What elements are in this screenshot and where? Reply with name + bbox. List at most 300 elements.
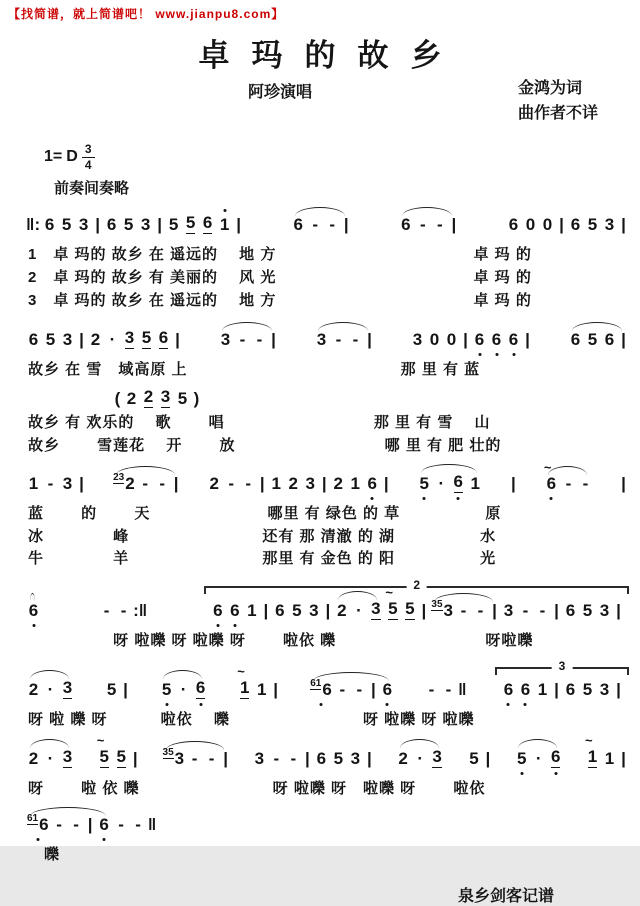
barline: | — [273, 680, 279, 700]
barline: | — [367, 329, 372, 349]
note: 5 — [106, 680, 117, 700]
credits-row — [0, 77, 640, 137]
note: 6 — [604, 329, 615, 349]
note: 5 — [401, 599, 418, 620]
note: 3 — [350, 748, 361, 768]
augmentation-dot: · — [535, 748, 542, 768]
grace-notes: 61 — [310, 678, 322, 690]
note-group — [25, 328, 183, 349]
performer-credit: 阿珍演唱 — [248, 84, 313, 101]
note: 2 — [288, 474, 298, 494]
lyric-row-4: 故乡 在 雪 域高原 上 那 里 有 蓝 — [28, 360, 481, 378]
rest: 0 — [542, 215, 553, 235]
duration-dash: - — [539, 600, 546, 620]
note: 6 — [471, 330, 488, 349]
note-group — [251, 749, 375, 768]
note: 1 — [350, 474, 360, 494]
author-credits — [518, 77, 598, 127]
duration-dash: - — [565, 474, 572, 494]
barline: | — [79, 329, 84, 349]
barline: | — [621, 329, 626, 349]
barline: | — [616, 680, 621, 700]
note-group — [112, 387, 202, 408]
note: 3 — [121, 328, 138, 349]
barline: | — [621, 748, 626, 768]
augmentation-dot: · — [47, 748, 54, 768]
note: 6 — [500, 680, 517, 699]
note-group — [618, 474, 629, 493]
note: 6 — [199, 213, 216, 234]
slur-group — [25, 747, 76, 768]
augmentation-dot: · — [417, 748, 423, 768]
repeat-start-barline: ‖: — [26, 215, 41, 235]
duration-dash: - — [228, 474, 235, 494]
note: 6 — [488, 330, 505, 349]
barline: | — [263, 600, 269, 620]
slur-group — [308, 680, 396, 699]
duration-dash: - — [335, 329, 342, 349]
octave-dot-low — [199, 703, 202, 706]
grace-notes: 61 — [27, 813, 39, 825]
note: 2 — [337, 600, 347, 620]
note: 1 — [247, 600, 257, 620]
barline: | — [451, 215, 457, 235]
slur-group — [161, 746, 232, 768]
repeat-end-barline: :‖ — [133, 600, 148, 620]
note-group — [96, 732, 141, 768]
lyric-row-5: 故乡 有 欢乐的 歌 唱 那 里 有 雪 山 — [28, 414, 491, 432]
music-line-fill — [112, 381, 640, 412]
lyric-row-8: 冰 峰 还有 那 清澈 的 湖 水 — [28, 527, 497, 545]
note: 5 — [333, 748, 344, 768]
slur-group — [416, 472, 484, 493]
paren-close: ) — [193, 389, 200, 409]
duration-dash: - — [356, 680, 363, 700]
barline: | — [123, 680, 128, 700]
barline: | — [485, 748, 491, 768]
note-group — [25, 474, 87, 493]
note: 5 — [587, 329, 598, 349]
lyricist-credit: 金鸿为词 — [517, 80, 582, 97]
octave-dot-low — [216, 624, 219, 627]
barline: | — [463, 329, 468, 349]
intro-note: 前奏间奏略 — [54, 180, 130, 198]
note: 6 — [379, 680, 396, 699]
note: 1 — [256, 680, 267, 700]
octave-dot-low — [495, 353, 498, 356]
duration-dash: - — [273, 748, 280, 768]
note-group — [206, 474, 392, 493]
note: 6 — [209, 601, 226, 620]
note: 5 — [182, 213, 199, 234]
slur-group — [543, 460, 594, 494]
note: 6 — [505, 330, 522, 349]
note: 6 — [192, 678, 209, 699]
barline: | — [87, 815, 93, 835]
note: 6 — [293, 215, 303, 235]
note: 5 — [513, 749, 530, 768]
barline: | — [554, 600, 559, 620]
note: 6 — [364, 474, 381, 493]
note: 35 3 — [431, 598, 453, 620]
music-line-7 — [25, 800, 640, 844]
duration-dash: - — [312, 215, 319, 235]
note: 6 — [401, 215, 411, 235]
duration-dash: - — [352, 329, 359, 349]
duration-dash: - — [445, 680, 452, 700]
volta-ending-3 — [495, 659, 629, 700]
note: 3 — [59, 678, 76, 699]
note: 2 — [90, 329, 101, 349]
duration-dash: - — [437, 215, 443, 235]
note: 23 2 — [113, 472, 135, 494]
note: 6 — [96, 815, 113, 834]
octave-dot-low — [32, 624, 35, 627]
note: 3 — [220, 329, 231, 349]
note: 1 — [28, 474, 39, 494]
note: 6 — [450, 472, 467, 493]
note: 3 — [599, 680, 610, 700]
time-signature — [82, 143, 95, 171]
duration-dash: - — [329, 215, 336, 235]
note: 3 — [254, 748, 265, 768]
octave-dot-low — [423, 497, 426, 500]
octave-dot-low — [233, 624, 236, 627]
octave-dot-low — [371, 497, 374, 500]
octave-dot-low — [103, 838, 106, 841]
note: 6 — [106, 215, 117, 235]
volta-label: 3 — [552, 659, 573, 673]
lyric-row-9: 牛 羊 那里 有 金色 的 阳 光 — [28, 550, 497, 568]
note: 3 — [78, 215, 89, 235]
slur-group — [158, 678, 209, 699]
augmentation-dot: · — [109, 329, 116, 349]
slur-group — [217, 330, 279, 349]
note: 5 — [61, 215, 72, 235]
final-barline: ‖ — [458, 680, 467, 700]
lyric-row-11: 呀 啦 嚛 呀 啦依 嚛 呀 啦嚛 呀 啦嚛 — [28, 711, 475, 729]
note: 5 — [416, 474, 433, 493]
barline: | — [79, 474, 84, 494]
barline: | — [223, 748, 228, 768]
note-group — [584, 732, 629, 768]
lyric-verse-2: 2 卓 玛的 故乡 有 美丽的 风 光 卓 玛 的 — [28, 269, 532, 287]
mordent-ornament: ~ — [237, 664, 245, 680]
note: 2 — [126, 389, 137, 409]
mordent-ornament: ~ — [543, 460, 552, 476]
duration-dash: - — [239, 329, 246, 349]
barline: | — [175, 329, 180, 349]
augmentation-dot: · — [438, 474, 445, 494]
barline: | — [559, 215, 564, 235]
note: 6 — [155, 328, 172, 349]
rest: 0 — [429, 329, 440, 349]
barline: | — [259, 474, 265, 494]
note: 3 — [367, 599, 384, 620]
octave-dot-low — [524, 703, 527, 706]
barline: | — [421, 600, 427, 620]
note: 5 — [582, 600, 593, 620]
lyric-row-7: 蓝 的 天 哪里 有 绿色 的 草 原 — [28, 505, 502, 523]
note: 61 6 — [25, 815, 51, 834]
barline: | — [321, 474, 327, 494]
note-group — [505, 215, 629, 234]
note: 6 — [508, 215, 519, 235]
composer-credit: 曲作者不详 — [517, 104, 598, 122]
note: 3 — [59, 747, 76, 768]
lyric-verse-3: 3 卓 玛的 故乡 在 遥远的 地 方 卓 玛 的 — [28, 291, 532, 309]
note-group — [98, 601, 148, 620]
barline: | — [367, 748, 372, 768]
barline: | — [492, 600, 497, 620]
grace-notes: 35 — [431, 598, 443, 610]
note: 1 — [470, 474, 481, 494]
duration-dash: - — [191, 748, 198, 768]
barline: | — [325, 600, 331, 620]
barline: | — [525, 329, 530, 349]
slur-group — [395, 747, 446, 768]
note: 6 — [517, 680, 534, 699]
duration-dash: - — [290, 748, 297, 768]
octave-dot-low — [554, 772, 557, 775]
note: 5 — [158, 680, 175, 699]
slur-group — [25, 601, 42, 620]
note: 2 — [398, 748, 408, 768]
note: 3 — [62, 474, 73, 494]
song-title: 卓玛的故乡 — [198, 38, 464, 73]
note: 3 — [503, 600, 514, 620]
key-tonic: D — [66, 148, 78, 166]
note: 2 — [209, 474, 219, 494]
note-group — [500, 680, 624, 699]
mordent-ornament: ~ — [584, 732, 593, 748]
octave-dot-low — [457, 497, 460, 500]
note-group — [236, 664, 281, 700]
duration-dash: - — [118, 815, 124, 835]
slur-group — [25, 678, 76, 699]
note: 3 — [412, 329, 423, 349]
note: 5 — [177, 389, 188, 409]
duration-dash: - — [522, 600, 529, 620]
barline: | — [95, 215, 100, 235]
rest: 0 — [446, 329, 457, 349]
barline: | — [173, 474, 179, 494]
note: 5 ~ — [384, 599, 401, 620]
note: 3 — [604, 215, 615, 235]
duration-dash: - — [460, 600, 467, 620]
note: 5 — [45, 329, 56, 349]
octave-dot-low — [550, 497, 553, 500]
duration-dash: - — [256, 329, 263, 349]
note-group — [465, 749, 493, 768]
barline: | — [510, 474, 516, 494]
octave-dot-low — [165, 703, 168, 706]
lyric-row-13: 嚛 — [28, 846, 61, 864]
note: 6 — [28, 329, 39, 349]
volta-ending-2 — [204, 577, 629, 620]
note: 2 — [28, 680, 39, 700]
note: 6 — [25, 601, 42, 620]
music-line-6 — [25, 732, 629, 778]
barline: | — [271, 329, 276, 349]
note: 61 6 — [308, 680, 334, 699]
note: 3 — [305, 474, 315, 494]
note-group — [113, 815, 158, 834]
duration-dash: - — [477, 600, 484, 620]
octave-dot-low — [36, 838, 39, 841]
barline: | — [621, 474, 626, 494]
barline: | — [621, 215, 626, 235]
lyric-row-12: 呀 啦 依 嚛 呀 啦嚛 呀 啦嚛 呀 啦依 — [28, 779, 486, 797]
lyric-row-10: 呀 啦嚛 呀 啦嚛 呀 啦依 嚛 呀啦嚛 — [28, 631, 534, 649]
slur-group — [313, 330, 375, 349]
slur-group — [397, 215, 459, 234]
duration-dash: - — [47, 474, 54, 494]
duration-dash: - — [208, 748, 215, 768]
barline: | — [157, 215, 162, 235]
octave-dot-high — [223, 209, 226, 212]
note-group — [209, 601, 333, 620]
octave-dot-low — [520, 772, 523, 775]
note-group — [25, 213, 244, 234]
duration-dash: - — [56, 815, 62, 835]
slur-group — [25, 815, 113, 834]
slur-group — [513, 747, 564, 768]
note: 6 — [316, 748, 327, 768]
slur-group — [429, 598, 500, 620]
note: 2 — [140, 387, 157, 408]
barline: | — [616, 600, 621, 620]
note-group — [423, 680, 468, 699]
volta-label: 2 — [406, 578, 427, 592]
grace-notes: 35 — [162, 746, 174, 758]
octave-dot-low — [507, 703, 510, 706]
octave-dot-low — [478, 353, 481, 356]
site-watermark: 【找简谱，就上简谱吧！ www.jianpu8.com】 — [8, 7, 285, 21]
duration-dash: - — [420, 215, 426, 235]
barline: | — [554, 680, 559, 700]
note: 5 — [123, 215, 134, 235]
duration-dash: - — [582, 474, 589, 494]
slur-group — [333, 599, 384, 620]
duration-dash: - — [142, 474, 148, 494]
paren-open: ( — [114, 389, 121, 409]
note: 6 — [44, 215, 55, 235]
duration-dash: - — [339, 680, 346, 700]
note: 3 — [157, 387, 174, 408]
note: 3 — [429, 747, 446, 768]
duration-dash: - — [159, 474, 165, 494]
note-group — [409, 330, 533, 349]
note: 1 ~ — [236, 678, 253, 699]
note: 5 — [582, 680, 593, 700]
note: 1 — [604, 748, 615, 768]
note: 6 — [226, 601, 243, 620]
note: 6 — [565, 680, 576, 700]
note: 5 — [168, 215, 179, 235]
lyric-verse-1: 1 卓 玛的 故乡 在 遥远的 地 方 卓 玛 的 — [28, 246, 532, 264]
key-prefix: 1= — [44, 148, 63, 166]
note: 1 — [537, 680, 548, 700]
key-signature — [44, 143, 640, 171]
note: 6 — [570, 215, 581, 235]
note-group — [500, 601, 624, 620]
note: 5 — [292, 600, 302, 620]
note: 5 — [587, 215, 598, 235]
rest: 0 — [525, 215, 536, 235]
note: 3 — [599, 600, 610, 620]
note: 35 3 — [162, 746, 185, 768]
note: 5 — [138, 328, 155, 349]
note: 5 ~ — [96, 747, 113, 768]
note: 3 — [309, 600, 319, 620]
note-group — [508, 474, 519, 493]
note: 1 — [216, 215, 233, 234]
barline: | — [236, 215, 241, 235]
slur-group — [290, 215, 352, 234]
augmentation-dot: · — [180, 680, 187, 700]
barline: | — [343, 215, 349, 235]
slur-group — [567, 330, 629, 349]
music-line-5 — [25, 652, 629, 709]
music-line-2 — [25, 313, 629, 359]
augmentation-dot: · — [47, 680, 54, 700]
transcriber-credit: 泉乡剑客记谱 — [457, 887, 554, 905]
octave-dot-low — [386, 703, 389, 706]
note: 6 — [570, 329, 581, 349]
verse-block — [0, 244, 640, 312]
note: 6 — [275, 600, 285, 620]
note: 6 — [547, 747, 564, 768]
mordent-ornament: ~ — [96, 732, 105, 748]
music-line-3 — [25, 457, 629, 503]
note: 3 — [316, 329, 327, 349]
grace-notes: 23 — [113, 472, 125, 484]
duration-dash: - — [103, 600, 110, 620]
note: 3 — [62, 329, 73, 349]
barline: | — [305, 748, 310, 768]
note: 1 — [271, 474, 281, 494]
lyric-row-6: 故乡 雪莲花 开 放 哪 里 有 肥 壮的 — [28, 436, 502, 454]
note: 1 ~ — [584, 747, 601, 768]
barline: | — [383, 474, 389, 494]
mordent-ornament: ~ — [385, 584, 393, 600]
barline: | — [132, 748, 138, 768]
octave-dot-low — [320, 703, 323, 706]
note-group — [384, 584, 429, 620]
note: 2 — [333, 474, 343, 494]
meter-denominator: 4 — [84, 157, 92, 172]
note: 3 — [140, 215, 151, 235]
note: 2 — [28, 748, 39, 768]
duration-dash: - — [135, 815, 141, 835]
note-group — [103, 680, 131, 699]
duration-dash: - — [245, 474, 252, 494]
meter-numerator: 3 — [82, 143, 95, 158]
slur-group — [111, 474, 182, 493]
note: 6 — [565, 600, 576, 620]
duration-dash: - — [428, 680, 435, 700]
music-line-4 — [25, 571, 629, 630]
music-line-1 — [25, 198, 629, 244]
note: 5 — [469, 748, 479, 768]
final-barline: ‖ — [147, 815, 157, 835]
octave-dot-low — [512, 353, 515, 356]
barline: | — [370, 680, 376, 700]
duration-dash: - — [120, 600, 127, 620]
augmentation-dot: · — [356, 600, 362, 620]
note: 5 — [113, 747, 130, 768]
